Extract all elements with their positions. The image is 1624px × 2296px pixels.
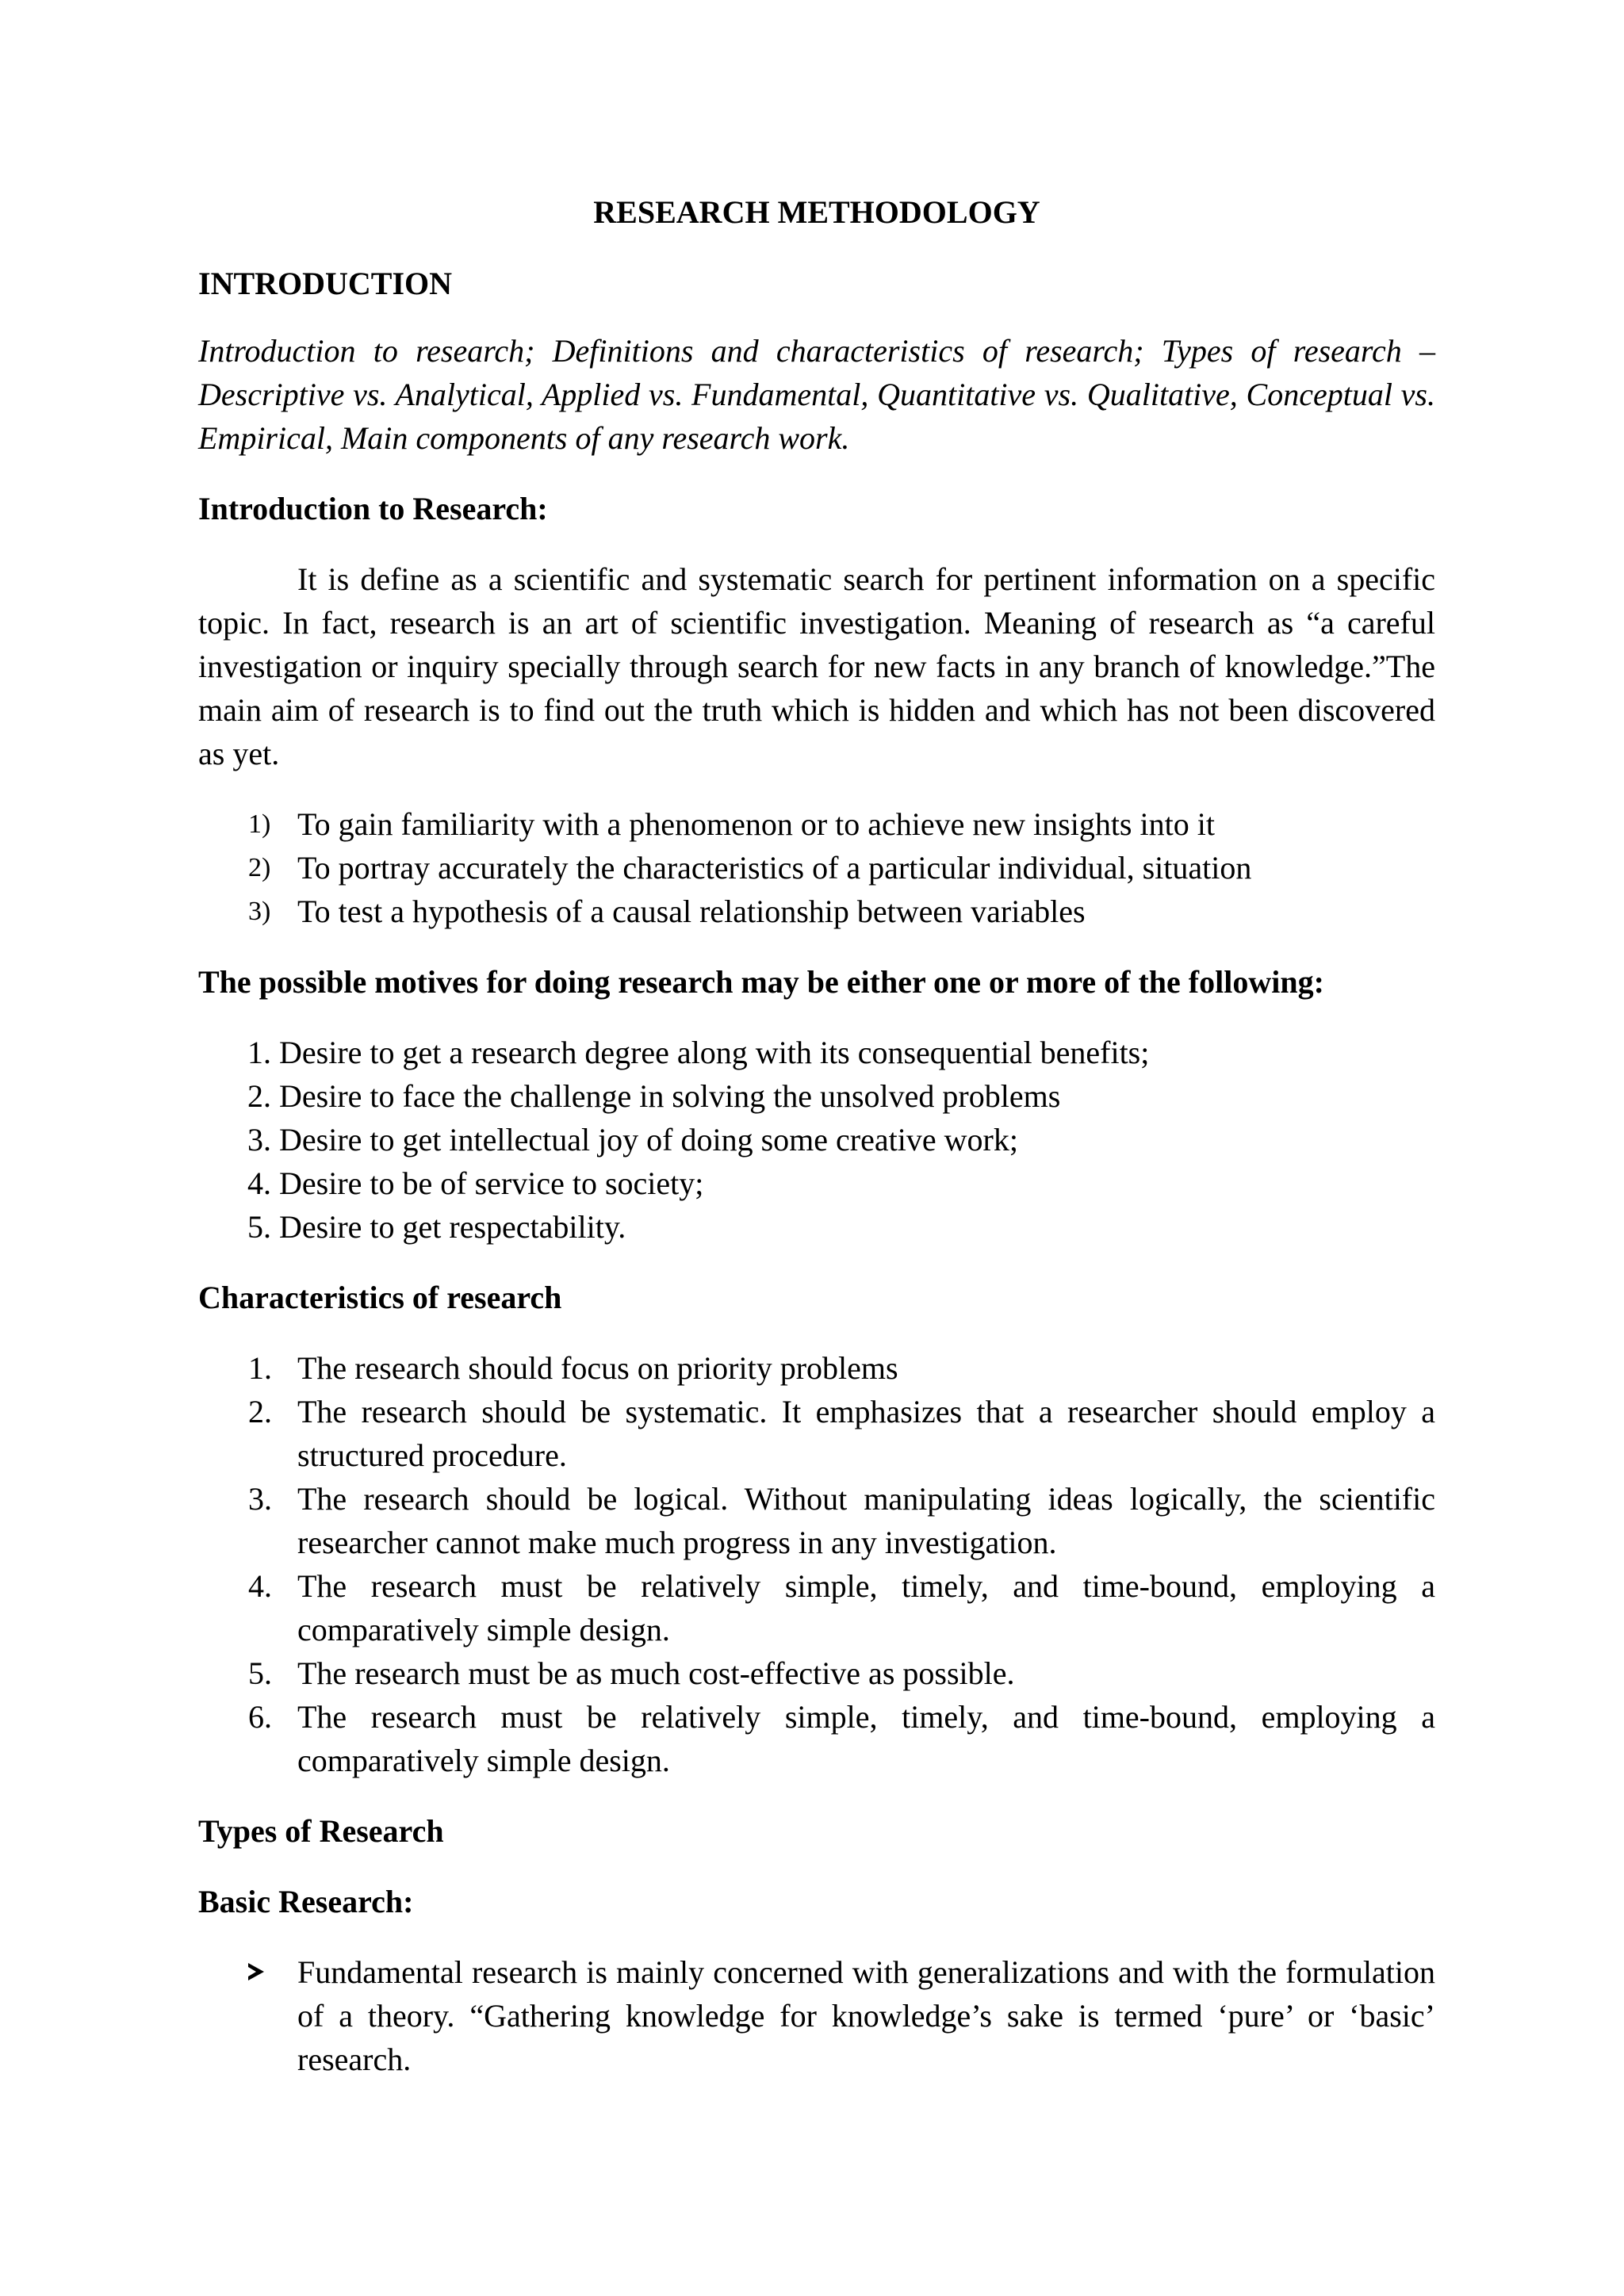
document-page xyxy=(198,190,1435,2081)
list-number: 3. xyxy=(248,1481,272,1517)
motives-list xyxy=(198,1031,1435,1249)
list-number: 6. xyxy=(248,1699,272,1735)
list-item xyxy=(248,890,1435,933)
list-number: 5. xyxy=(248,1655,272,1691)
arrow-bullet-icon xyxy=(248,1963,264,1980)
basic-research-heading: Basic Research: xyxy=(198,1884,414,1919)
characteristics-list xyxy=(198,1346,1435,1782)
list-text: The research should be logical. Without manipulating ideas logically, the scientific researcher cannot make much progress in any investigation. xyxy=(297,1481,1435,1560)
introduction-summary: Introduction to research; Definitions and characteristics of research; Types of research – Descriptive vs. Analytical, Applied vs. Fundamental, Quantitative vs. Qualitative, Conceptual vs. Empirical, Main components of any research work. xyxy=(198,333,1435,456)
list-item: 3. Desire to get intellectual joy of doing some creative work; xyxy=(247,1122,1018,1158)
list-item xyxy=(248,1477,1435,1564)
list-item xyxy=(248,1346,1435,1390)
list-number: 2. xyxy=(248,1394,272,1429)
list-text: The research should focus on priority problems xyxy=(297,1350,898,1386)
list-number: 4. xyxy=(248,1568,272,1604)
list-text: Fundamental research is mainly concerned with generalizations and with the formulation of a theory. “Gathering knowledge for knowledge’s sake is termed ‘pure’ or ‘basic’ research. xyxy=(297,1954,1435,2077)
list-number: 1. xyxy=(248,1350,272,1386)
list-item xyxy=(248,1564,1435,1651)
list-text: To gain familiarity with a phenomenon or to achieve new insights into it xyxy=(297,806,1215,842)
basic-research-list xyxy=(198,1950,1435,2081)
list-item xyxy=(248,1651,1435,1695)
list-number: 1) xyxy=(248,809,271,839)
list-text: To portray accurately the characteristics of a particular individual, situation xyxy=(297,850,1252,886)
list-item xyxy=(248,846,1435,890)
list-text: The research must be relatively simple, timely, and time-bound, employing a comparatively simple design. xyxy=(297,1568,1435,1647)
characteristics-heading: Characteristics of research xyxy=(198,1280,562,1315)
list-text: To test a hypothesis of a causal relationship between variables xyxy=(297,894,1086,929)
types-of-research-heading: Types of Research xyxy=(198,1813,444,1849)
list-item xyxy=(248,1390,1435,1477)
list-text: The research must be as much cost-effective as possible. xyxy=(297,1655,1015,1691)
objectives-list xyxy=(198,802,1435,933)
list-text: The research must be relatively simple, timely, and time-bound, employing a comparatively simple design. xyxy=(297,1699,1435,1778)
list-item: 4. Desire to be of service to society; xyxy=(247,1165,704,1201)
list-item: 2. Desire to face the challenge in solving the unsolved problems xyxy=(247,1078,1061,1114)
document-title: RESEARCH METHODOLOGY xyxy=(593,194,1040,230)
list-item: 1. Desire to get a research degree along with its consequential benefits; xyxy=(247,1035,1150,1070)
intro-to-research-paragraph: It is define as a scientific and systematic search for pertinent information on a specific topic. In fact, research is an art of scientific investigation. Meaning of research as “a careful investigation or inquiry specially through search for new facts in any branch of knowledge.”The main aim of research is to find out the truth which is hidden and which has not been discovered as yet. xyxy=(198,561,1435,771)
list-number: 3) xyxy=(248,897,271,926)
list-number: 2) xyxy=(248,853,271,882)
introduction-heading: INTRODUCTION xyxy=(198,266,453,301)
list-item xyxy=(248,1695,1435,1782)
motives-heading: The possible motives for doing research may be either one or more of the following: xyxy=(198,964,1324,1000)
list-item xyxy=(297,1950,1435,2081)
intro-to-research-heading: Introduction to Research: xyxy=(198,491,548,526)
list-text: The research should be systematic. It emphasizes that a researcher should employ a structured procedure. xyxy=(297,1394,1435,1473)
list-item xyxy=(248,802,1435,846)
list-item: 5. Desire to get respectability. xyxy=(247,1209,626,1245)
